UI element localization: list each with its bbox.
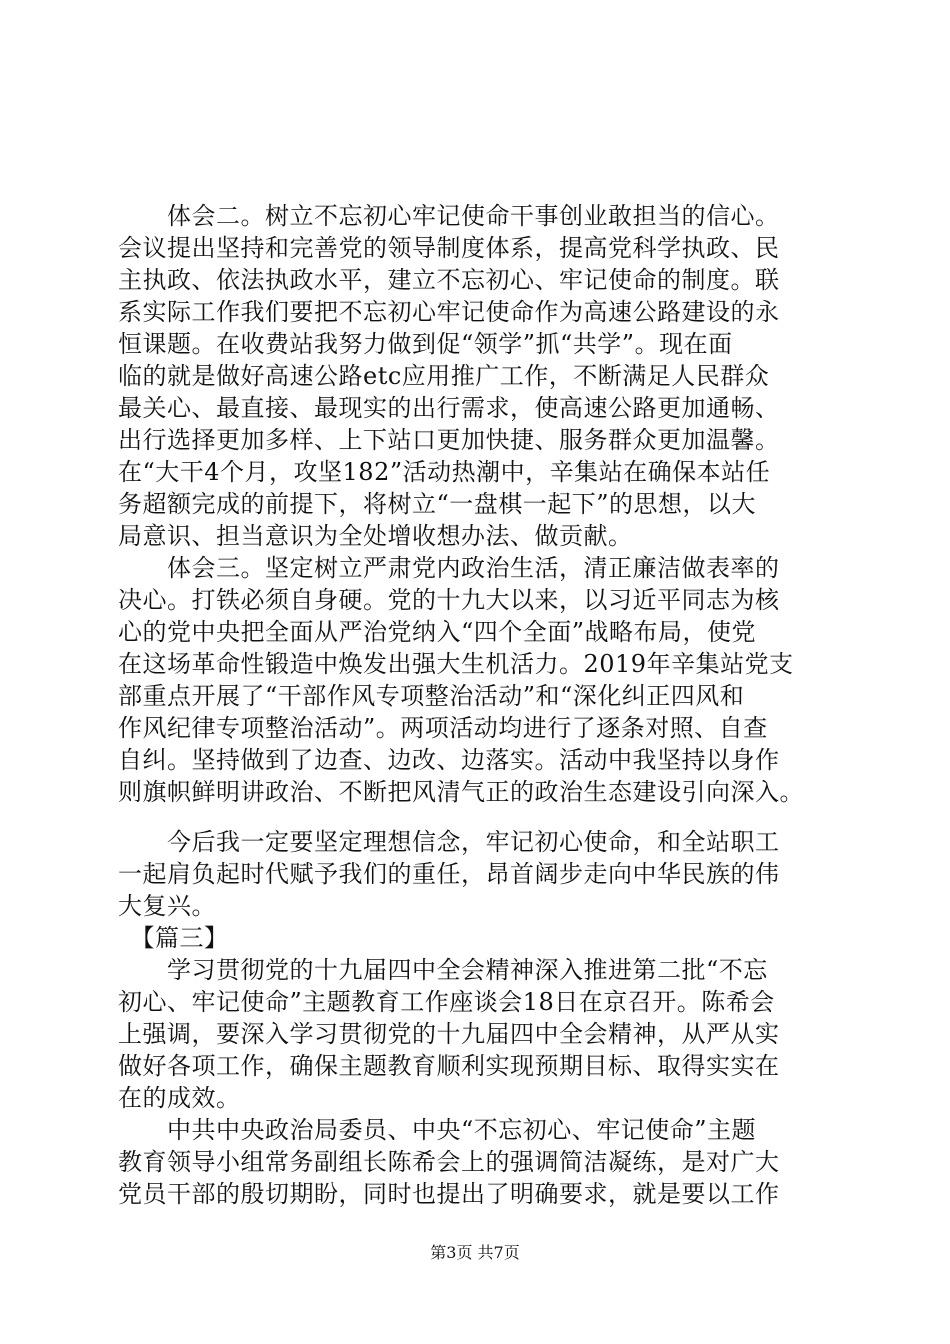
text-line: 出行选择更加多样、上下站口更加快捷、服务群众更加温馨。: [118, 426, 780, 454]
text-line: 决心。打铁必须自身硬。党的十九大以来，以习近平同志为核: [118, 586, 780, 614]
text-line: 大复兴。: [118, 892, 216, 920]
text-line: 务超额完成的前提下，将树立“一盘棋一起下”的思想，以大: [118, 490, 757, 518]
text-line: 主执政、依法执政水平，建立不忘初心、牢记使命的制度。联: [118, 266, 780, 294]
text-line: 作风纪律专项整治活动”。两项活动均进行了逐条对照、自查: [118, 714, 768, 742]
text-line: 学习贯彻党的十九届四中全会精神深入推进第二批“不忘: [118, 956, 768, 984]
text-line: 初心、牢记使命”主题教育工作座谈会18日在京召开。陈希会: [118, 988, 775, 1016]
text-line: 部重点开展了“干部作风专项整治活动”和“深化纠正四风和: [118, 682, 745, 710]
text-line: 恒课题。在收费站我努力做到促“领学”抓“共学”。现在面: [118, 330, 733, 358]
text-line: 做好各项工作，确保主题教育顺利实现预期目标、取得实实在: [118, 1052, 780, 1080]
text-line: 在这场革命性锻造中焕发出强大生机活力。2019年辛集站党支: [118, 650, 794, 678]
text-line: 体会三。坚定树立严肃党内政治生活，清正廉洁做表率的: [118, 554, 780, 582]
text-line: 中共中央政治局委员、中央“不忘初心、牢记使命”主题: [118, 1116, 757, 1144]
text-line: 局意识、担当意识为全处增收想办法、做贡献。: [118, 522, 633, 550]
page-number-footer: 第3页 共7页: [430, 1243, 520, 1262]
text-line: 心的党中央把全面从严治党纳入“四个全面”战略布局，使党: [118, 618, 757, 646]
text-line: 一起肩负起时代赋予我们的重任，昂首阔步走向中华民族的伟: [118, 860, 780, 888]
paragraph-gap: [118, 808, 838, 826]
text-line: 今后我一定要坚定理想信念，牢记初心使命，和全站职工: [118, 828, 780, 856]
text-line: 临的就是做好高速公路etc应用推广工作，不断满足人民群众: [118, 362, 770, 390]
text-line: 则旗帜鲜明讲政治、不断把风清气正的政治生态建设引向深入。: [118, 778, 804, 806]
text-line: 自纠。坚持做到了边查、边改、边落实。活动中我坚持以身作: [118, 746, 780, 774]
text-line: 教育领导小组常务副组长陈希会上的强调简洁凝练，是对广大: [118, 1148, 780, 1176]
text-line: 党员干部的殷切期盼，同时也提出了明确要求，就是要以工作: [118, 1180, 780, 1208]
text-line: 在“大干4个月，攻坚182”活动热潮中，辛集站在确保本站任: [118, 458, 771, 486]
text-line: 体会二。树立不忘初心牢记使命干事创业敢担当的信心。: [118, 202, 780, 230]
text-line: 最关心、最直接、最现实的出行需求，使高速公路更加通畅、: [118, 394, 780, 422]
text-line: 在的成效。: [118, 1084, 241, 1112]
document-body: [118, 200, 838, 1210]
text-line: 上强调，要深入学习贯彻党的十九届四中全会精神，从严从实: [118, 1020, 780, 1048]
section-heading: 【篇三】: [118, 924, 229, 952]
text-line: 系实际工作我们要把不忘初心牢记使命作为高速公路建设的永: [118, 298, 780, 326]
text-line: 会议提出坚持和完善党的领导制度体系，提高党科学执政、民: [118, 234, 780, 262]
